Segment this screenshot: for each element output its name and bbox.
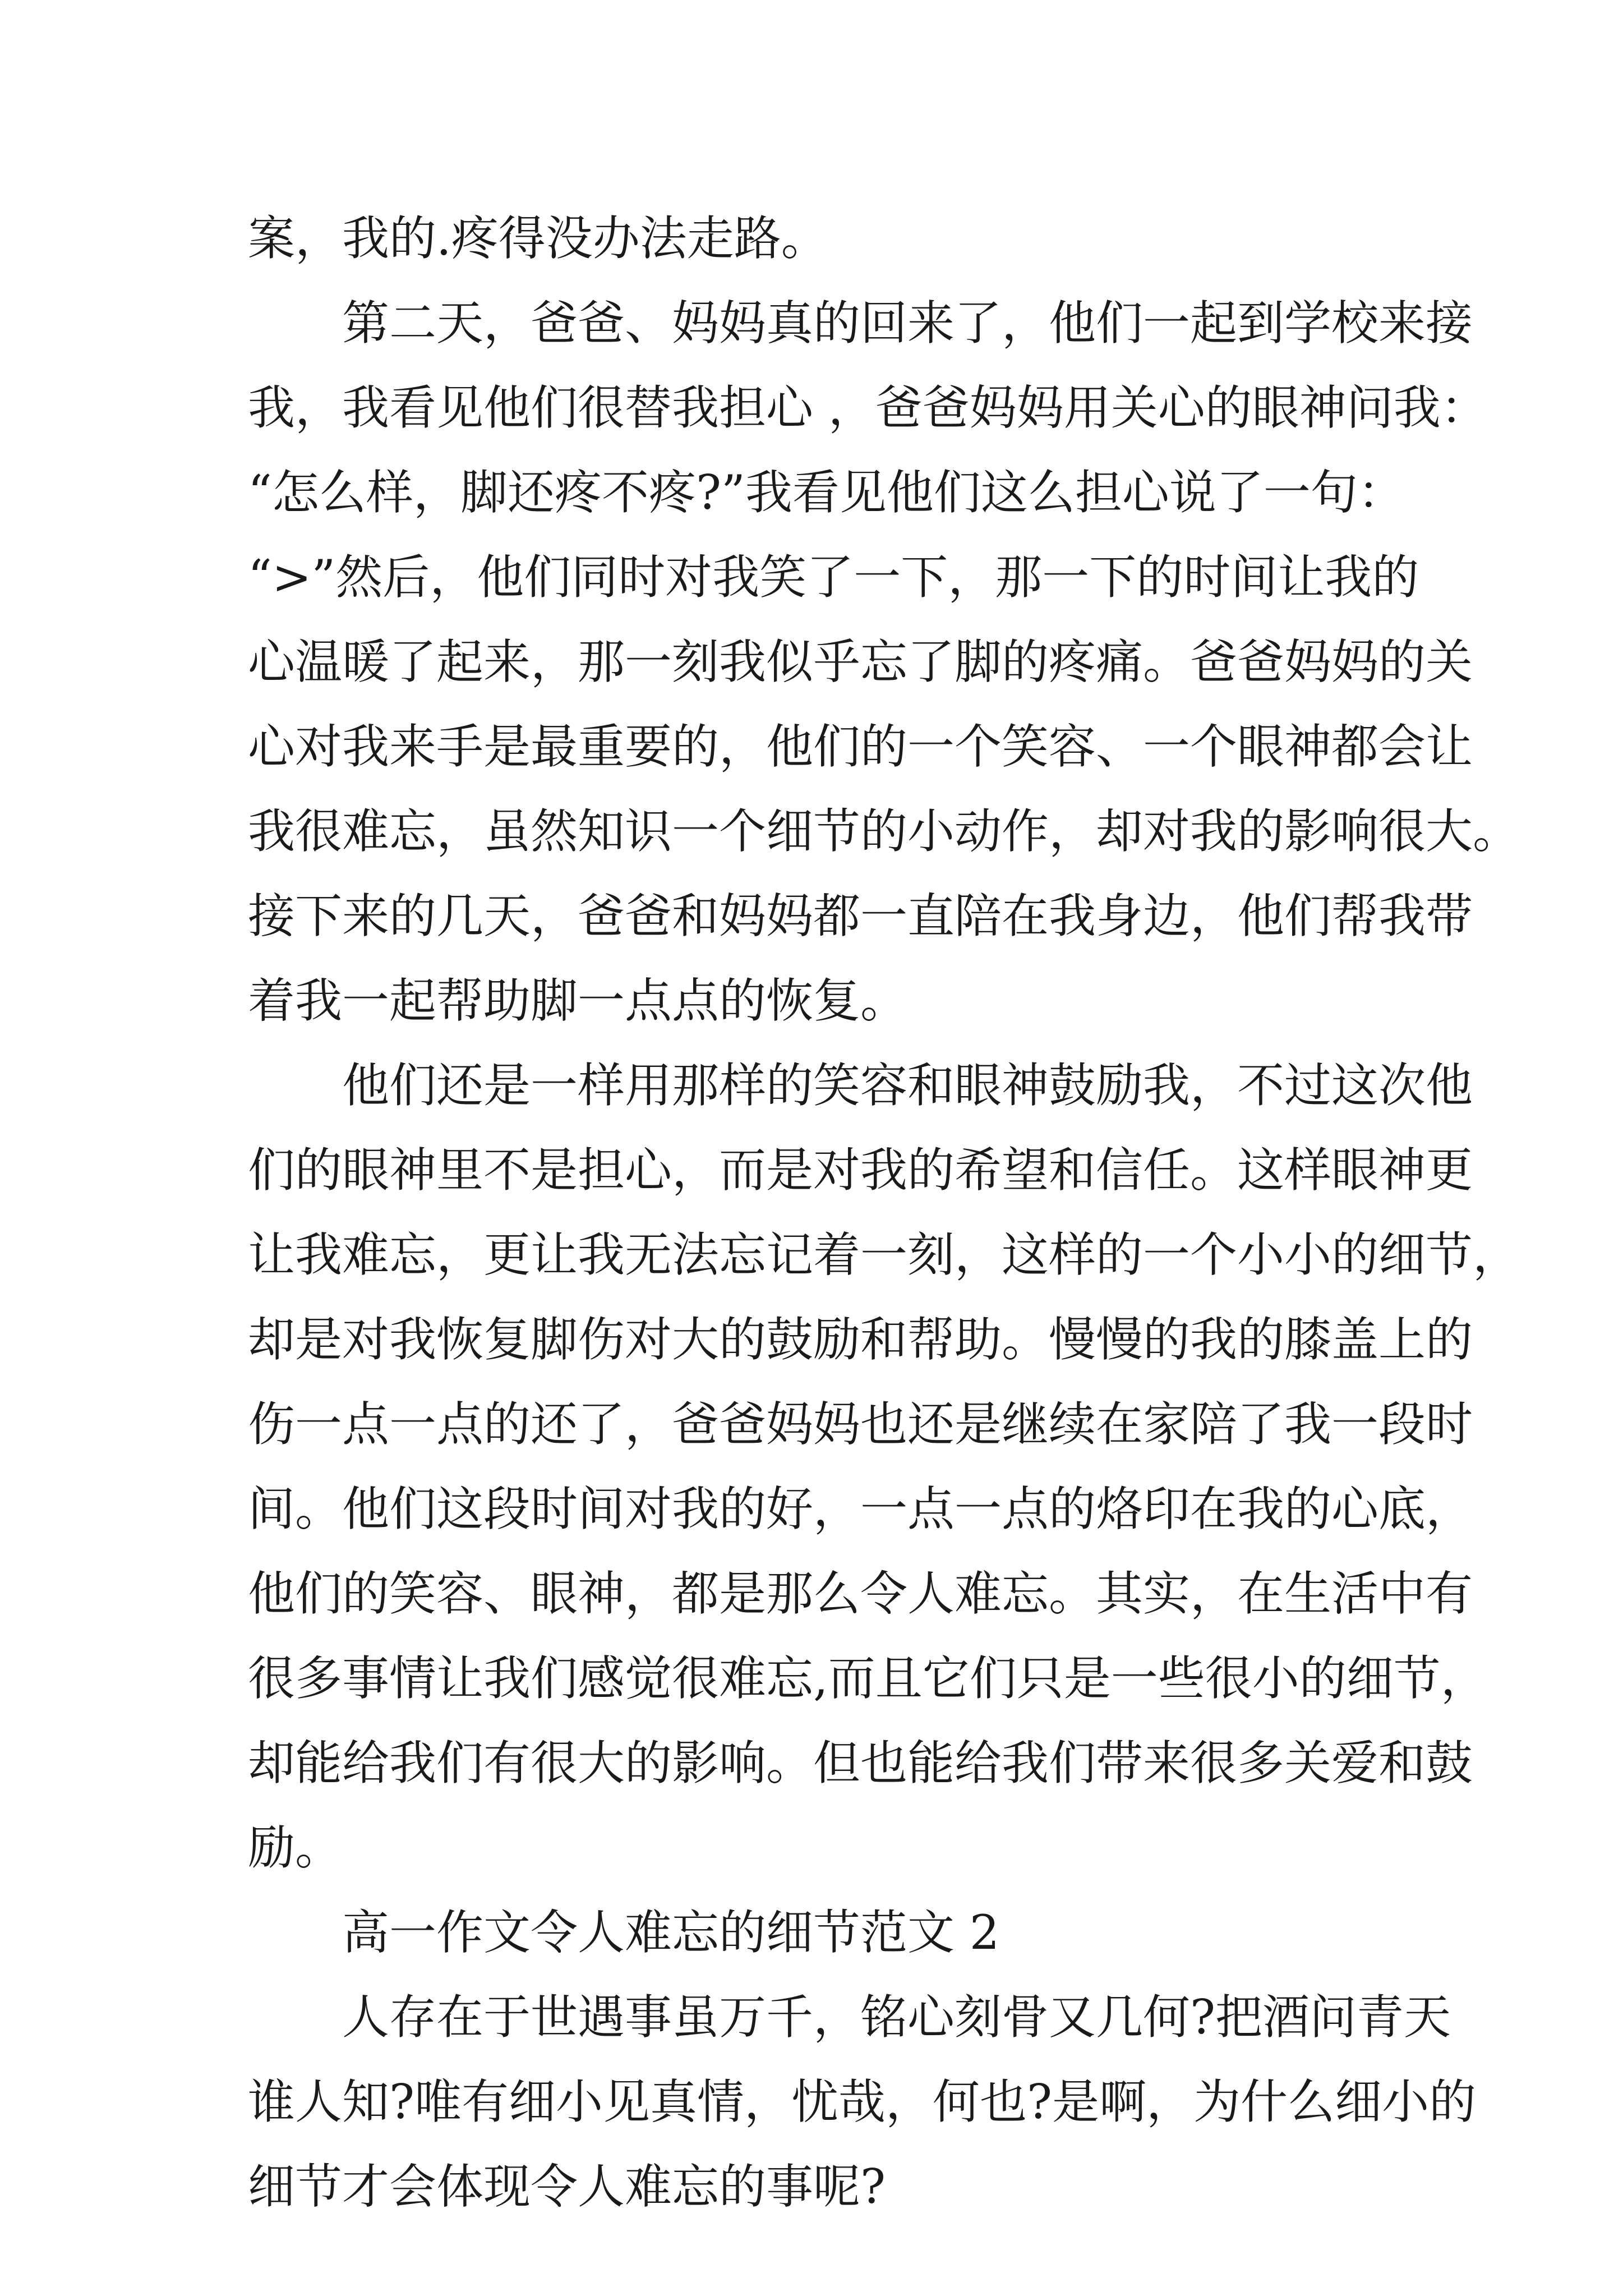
- paragraph-line: 间。他们这段时间对我的好，一点一点的烙印在我的心底，: [248, 1481, 1473, 1536]
- paragraph-line: 心温暖了起来，那一刻我似乎忘了脚的疼痛。爸爸妈妈的关: [248, 634, 1473, 689]
- paragraph-line: 们的眼神里不是担心，而是对我的希望和信任。这样眼神更: [248, 1143, 1473, 1198]
- paragraph-line: 着我一起帮助脚一点点的恢复。: [248, 973, 908, 1028]
- paragraph-line: 接下来的几天，爸爸和妈妈都一直陪在我身边，他们帮我带: [248, 889, 1473, 944]
- paragraph-line: 心对我来手是最重要的，他们的一个笑容、一个眼神都会让: [248, 719, 1473, 774]
- paragraph-line: 谁人知?唯有细小见真情，忧哉，何也?是啊，为什么细小的: [248, 2074, 1477, 2129]
- paragraph-line: 却能给我们有很大的影响。但也能给我们带来很多关爱和鼓: [248, 1736, 1473, 1791]
- paragraph-line: 很多事情让我们感觉很难忘,而且它们只是一些很小的细节，: [248, 1651, 1488, 1706]
- paragraph-line: 他们的笑容、眼神，都是那么令人难忘。其实，在生活中有: [248, 1566, 1473, 1621]
- section-heading: 高一作文令人难忘的细节范文 2: [342, 1905, 1000, 1960]
- paragraph-line: 却是对我恢复脚伤对大的鼓励和帮助。慢慢的我的膝盖上的: [248, 1312, 1473, 1367]
- paragraph-line: 他们还是一样用那样的笑容和眼神鼓励我，不过这次他: [342, 1058, 1473, 1113]
- paragraph-line: 我很难忘，虽然知识一个细节的小动作，却对我的影响很大。: [248, 804, 1520, 859]
- paragraph-line: 我，我看见他们很替我担心 ，爸爸妈妈用关心的眼神问我：: [248, 380, 1488, 435]
- paragraph-line: 案，我的.疼得没办法走路。: [248, 211, 828, 266]
- paragraph-line: 人存在于世遇事虽万千，铭心刻骨又几何?把酒问青天: [342, 1990, 1451, 2045]
- document-body: [248, 196, 1520, 2229]
- paragraph-line: 让我难忘，更让我无法忘记着一刻，这样的一个小小的细节，: [248, 1227, 1520, 1282]
- paragraph-line: 细节才会体现令人难忘的事呢?: [248, 2159, 886, 2214]
- paragraph-line: 第二天，爸爸、妈妈真的回来了，他们一起到学校来接: [342, 296, 1473, 351]
- paragraph-line: 伤一点一点的还了，爸爸妈妈也还是继续在家陪了我一段时: [248, 1397, 1473, 1452]
- paragraph-line: “>”然后，他们同时对我笑了一下，那一下的时间让我的: [248, 550, 1419, 605]
- paragraph-line: “怎么样，脚还疼不疼?”我看见他们这么担心说了一句：: [248, 465, 1405, 520]
- paragraph-line: 励。: [248, 1820, 343, 1875]
